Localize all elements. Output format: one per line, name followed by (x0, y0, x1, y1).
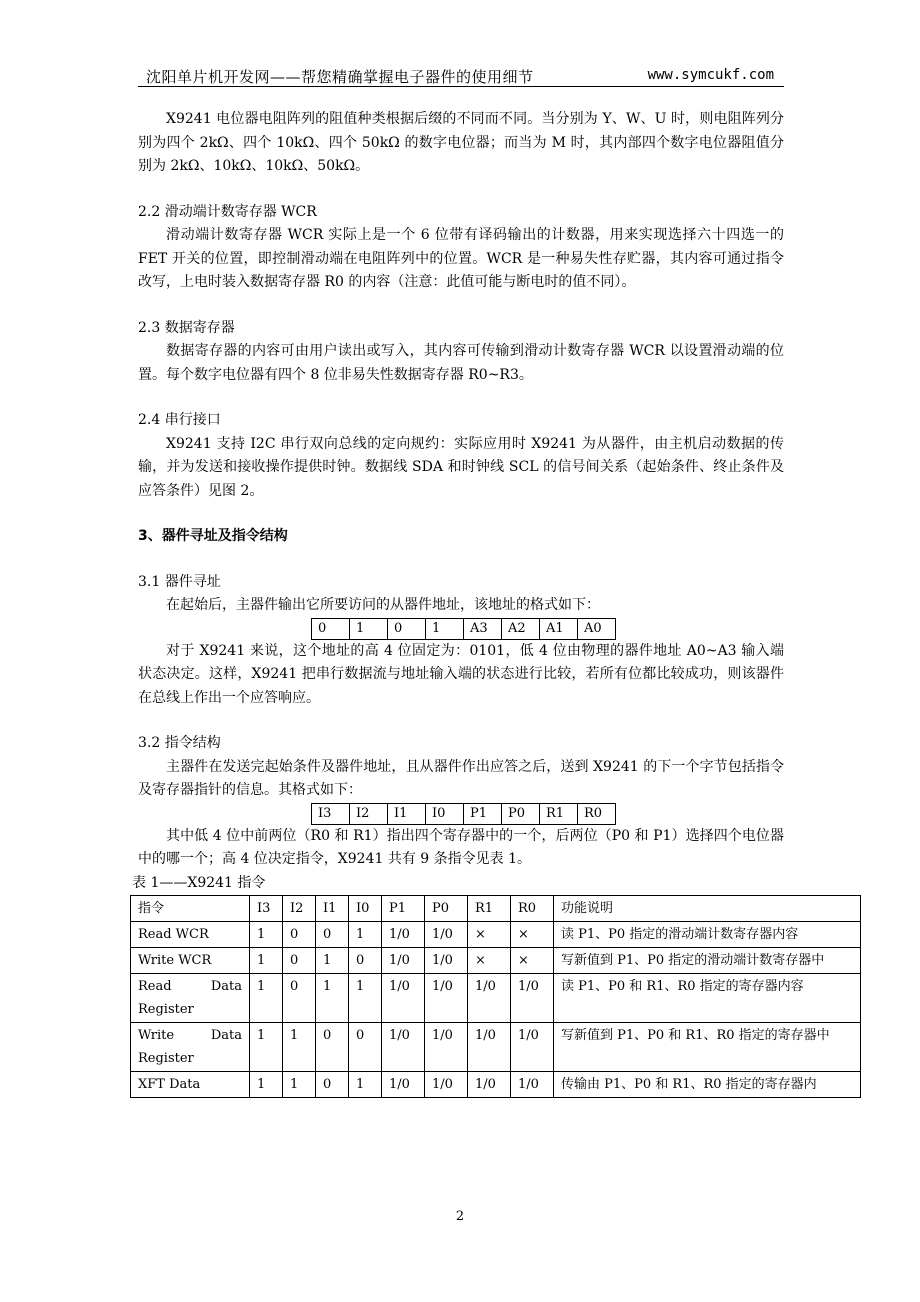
table-header-row (131, 896, 861, 922)
table-cell: 0 (283, 922, 316, 948)
table-cell: 1 (250, 1023, 283, 1072)
address-bit: A0 (578, 618, 616, 639)
section-3-1-body-1: 在起始后，主器件输出它所要访问的从器件地址，该地址的格式如下： (166, 597, 600, 613)
section-2-2-body: 滑动端计数寄存器 WCR 实际上是一个 6 位带有译码输出的计数器，用来实现选择六十四选一的 FET 开关的位置，即控制滑动端在电阻阵列中的位置。WCR 是一种易失性存贮器，其内容可通过指令改写，上电时装入数据寄存器 R0 的内容（注意：此值可能与断电时的值不同）。 (138, 227, 784, 290)
column-header: P1 (382, 896, 425, 922)
section-3-2-body-2: 其中低 4 位中前两位（R0 和 R1）指出四个寄存器中的一个，后两位（P0 和 P1）选择四个电位器中的哪一个；高 4 位决定指令，X9241 共有 9 条指令见表 1。 (138, 827, 784, 867)
table-cell: 1/0 (468, 1072, 511, 1098)
page-number: 2 (455, 1209, 465, 1224)
header-url[interactable]: www.symcukf.com (647, 67, 774, 83)
table-cell: Write WCR (131, 948, 250, 974)
table-cell: 1 (250, 922, 283, 948)
column-header: P0 (425, 896, 468, 922)
section-2-3-title: 2.3 数据寄存器 (138, 319, 235, 336)
table-cell: XFT Data (131, 1072, 250, 1098)
section-3-title: 3、器件寻址及指令结构 (138, 528, 288, 544)
section-2-3-body: 数据寄存器的内容可由用户读出或写入，其内容可传输到滑动计数寄存器 WCR 以设置滑动端的位置。每个数字电位器有四个 8 位非易失性数据寄存器 R0~R3。 (138, 343, 784, 383)
table-cell: 0 (349, 1023, 382, 1072)
column-header: I2 (283, 896, 316, 922)
table-cell: Read WCR (131, 922, 250, 948)
address-format-table (311, 618, 616, 640)
instruction-bit: I1 (388, 803, 426, 824)
column-header: I1 (316, 896, 349, 922)
table-cell: 读 P1、P0 指定的滑动端计数寄存器内容 (554, 922, 861, 948)
intro-paragraph: X9241 电位器电阻阵列的阻值种类根据后缀的不同而不同。当分别为 Y、W、U 时，则电阻阵列分别为四个 2kΩ、四个 10kΩ、四个 50kΩ 的数字电位器；而当为 M 时，其内部四个数字电位器阻值分别为 2kΩ、10kΩ、10kΩ、50kΩ。 (138, 111, 784, 174)
instruction-bit: I3 (312, 803, 350, 824)
table-cell: 1/0 (382, 974, 425, 1023)
column-header: R1 (468, 896, 511, 922)
address-bit: 0 (312, 618, 350, 639)
table-cell: 1/0 (425, 1072, 468, 1098)
table-cell: 0 (349, 948, 382, 974)
table-row (131, 1023, 861, 1072)
table-cell: × (468, 948, 511, 974)
table-cell: 1/0 (425, 922, 468, 948)
page-header (138, 64, 784, 87)
table-cell: 1/0 (511, 1072, 554, 1098)
table-cell: 1/0 (511, 1023, 554, 1072)
column-header: 功能说明 (554, 896, 861, 922)
table-cell: 1/0 (425, 1023, 468, 1072)
table-cell: 1/0 (468, 974, 511, 1023)
address-bit: 1 (426, 618, 464, 639)
column-header: R0 (511, 896, 554, 922)
table-cell: 1/0 (425, 974, 468, 1023)
section-3-1-title: 3.1 器件寻址 (138, 573, 221, 590)
table-cell: 1/0 (382, 948, 425, 974)
table-cell: 1 (349, 974, 382, 1023)
header-title: 沈阳单片机开发网——帮您精确掌握电子器件的使用细节 (146, 68, 534, 86)
address-bit: A1 (540, 618, 578, 639)
table-cell: 1 (250, 974, 283, 1023)
table-cell: 1 (250, 1072, 283, 1098)
table-row (131, 948, 861, 974)
address-bit: A2 (502, 618, 540, 639)
table-cell: Read Data Register (131, 974, 250, 1023)
table-cell: 写新值到 P1、P0 和 R1、R0 指定的寄存器中 (554, 1023, 861, 1072)
column-header: I0 (349, 896, 382, 922)
table-cell: 1 (250, 948, 283, 974)
address-bit: 1 (350, 618, 388, 639)
section-2-4-body: X9241 支持 I2C 串行双向总线的定向规约：实际应用时 X9241 为从器件，由主机启动数据的传输，并为发送和接收操作提供时钟。数据线 SDA 和时钟线 SCL 的信号间关系（起始条件、终止条件及应答条件）见图 2。 (138, 435, 784, 499)
table-cell: 1 (316, 948, 349, 974)
table-cell: 写新值到 P1、P0 指定的滑动端计数寄存器中 (554, 948, 861, 974)
table-row (131, 1072, 861, 1098)
table-cell: 0 (316, 922, 349, 948)
table-cell: 0 (316, 1072, 349, 1098)
instruction-bit: P1 (464, 803, 502, 824)
table-cell: 1 (316, 974, 349, 1023)
table-cell: 1/0 (382, 1072, 425, 1098)
section-2-2-title: 2.2 滑动端计数寄存器 WCR (138, 203, 317, 220)
instruction-bit: R0 (578, 803, 616, 824)
table-cell: 1/0 (511, 974, 554, 1023)
section-3-2-title: 3.2 指令结构 (138, 735, 221, 751)
table-cell: 读 P1、P0 和 R1、R0 指定的寄存器内容 (554, 974, 861, 1023)
table-cell: 1/0 (468, 1023, 511, 1072)
address-bit: 0 (388, 618, 426, 639)
table-cell: 1/0 (382, 922, 425, 948)
table-cell: Write Data Register (131, 1023, 250, 1072)
table-cell: × (511, 948, 554, 974)
section-2-4-title: 2.4 串行接口 (138, 412, 221, 428)
table-cell: 1 (283, 1072, 316, 1098)
table-cell: 0 (283, 974, 316, 1023)
section-3-2-body-1: 主器件在发送完起始条件及器件地址，且从器件作出应答之后，送到 X9241 的下一个字节包括指令及寄存器指针的信息。其格式如下： (138, 758, 784, 798)
table-row (131, 922, 861, 948)
table-cell: × (511, 922, 554, 948)
instruction-bit: I2 (350, 803, 388, 824)
table-cell: 1 (349, 1072, 382, 1098)
column-header: 指令 (131, 896, 250, 922)
instruction-bit: I0 (426, 803, 464, 824)
instruction-format-table (311, 803, 616, 825)
table-1-caption: 表 1——X9241 指令 (132, 874, 266, 891)
table-cell: 1 (349, 922, 382, 948)
column-header: I3 (250, 896, 283, 922)
table-cell: 0 (316, 1023, 349, 1072)
table-cell: 1 (283, 1023, 316, 1072)
table-cell: × (468, 922, 511, 948)
table-cell: 传输由 P1、P0 和 R1、R0 指定的寄存器内 (554, 1072, 861, 1098)
instruction-table (130, 895, 861, 1098)
table-cell: 1/0 (382, 1023, 425, 1072)
section-3-1-body-2: 对于 X9241 来说，这个地址的高 4 位固定为：0101，低 4 位由物理的器件地址 A0~A3 输入端状态决定。这样，X9241 把串行数据流与地址输入端的状态进行比较，若所有位都比较成功，则该器件在总线上作出一个应答响应。 (138, 642, 784, 706)
address-bit: A3 (464, 618, 502, 639)
document-body (132, 108, 830, 1098)
table-cell: 0 (283, 948, 316, 974)
instruction-bit: P0 (502, 803, 540, 824)
instruction-bit: R1 (540, 803, 578, 824)
table-row (131, 974, 861, 1023)
table-cell: 1/0 (425, 948, 468, 974)
